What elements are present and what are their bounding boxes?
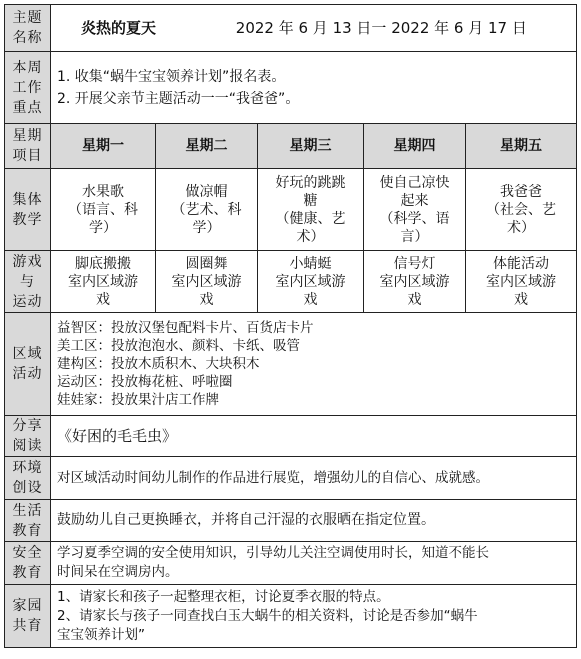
focus-row	[5, 52, 577, 124]
reading-content: 《好困的毛毛虫》	[51, 416, 577, 457]
games-label: 游戏 与 运动	[5, 251, 51, 313]
area-item: 运动区：投放梅花桩、呼啦圈	[57, 374, 233, 390]
safety-row	[5, 542, 577, 585]
home-school-content: 1、请家长和孩子一起整理衣柜，讨论夏季衣服的特点。 2、请家长与孩子一同查找白玉大蜗牛的相关资料，讨论是否参加“蜗牛 宝宝领养计划”	[51, 585, 577, 648]
weekly-plan-table	[4, 4, 577, 648]
theme-name: 炎热的夏天	[81, 19, 157, 37]
weekday-label: 星期 项目	[5, 124, 51, 169]
games-cell-mon: 脚底搬搬 室内区域游 戏	[51, 251, 156, 313]
games-row	[5, 251, 577, 313]
focus-label: 本周 工作 重点	[5, 52, 51, 124]
reading-row	[5, 416, 577, 457]
weekday-row	[5, 124, 577, 169]
life-label: 生活 教育	[5, 500, 51, 542]
theme-label: 主题 名称	[5, 5, 51, 52]
life-content: 鼓励幼儿自己更换睡衣，并将自己汗湿的衣服晒在指定位置。	[51, 500, 577, 542]
safety-content: 学习夏季空调的安全使用知识，引导幼儿关注空调使用时长，知道不能长 时间呆在空调房内。	[51, 542, 577, 585]
date-range: 2022 年 6 月 13 日一 2022 年 6 月 17 日	[235, 19, 527, 37]
games-cell-fri: 体能活动 室内区域游 戏	[466, 251, 577, 313]
day-monday: 星期一	[51, 124, 156, 169]
theme-cell	[51, 5, 577, 52]
teaching-cell-tue: 做凉帽 （艺术、科 学）	[156, 169, 258, 251]
group-teaching-row	[5, 169, 577, 251]
environment-label: 环境 创设	[5, 457, 51, 500]
area-content	[51, 313, 577, 416]
area-item: 美工区：投放泡泡水、颜料、卡纸、吸管	[57, 338, 300, 354]
teaching-cell-thu: 使自己凉快 起来 （科学、语 言）	[364, 169, 466, 251]
teaching-cell-mon: 水果歌 （语言、科 学）	[51, 169, 156, 251]
focus-content	[51, 52, 577, 124]
day-wednesday: 星期三	[258, 124, 364, 169]
home-school-row	[5, 585, 577, 648]
area-row	[5, 313, 577, 416]
environment-content: 对区域活动时间幼儿制作的作品进行展览，增强幼儿的自信心、成就感。	[51, 457, 577, 500]
teaching-cell-fri: 我爸爸 （社会、艺 术）	[466, 169, 577, 251]
area-item: 建构区：投放木质积木、大块积木	[57, 356, 260, 372]
safety-label: 安全 教育	[5, 542, 51, 585]
games-cell-thu: 信号灯 室内区域游 戏	[364, 251, 466, 313]
focus-item: 1. 收集“蜗牛宝宝领养计划”报名表。	[57, 68, 286, 85]
games-cell-tue: 圆圈舞 室内区域游 戏	[156, 251, 258, 313]
day-friday: 星期五	[466, 124, 577, 169]
life-row	[5, 500, 577, 542]
home-school-label: 家园 共育	[5, 585, 51, 648]
environment-row	[5, 457, 577, 500]
games-cell-wed: 小蜻蜓 室内区域游 戏	[258, 251, 364, 313]
area-item: 娃娃家：投放果汁店工作牌	[57, 392, 219, 408]
day-tuesday: 星期二	[156, 124, 258, 169]
theme-row	[5, 5, 577, 52]
group-teaching-label: 集体 教学	[5, 169, 51, 251]
teaching-cell-wed: 好玩的跳跳 糖 （健康、艺 术）	[258, 169, 364, 251]
day-thursday: 星期四	[364, 124, 466, 169]
area-item: 益智区：投放汉堡包配料卡片、百货店卡片	[57, 320, 314, 336]
focus-item: 2. 开展父亲节主题活动一一“我爸爸”。	[57, 90, 300, 107]
reading-label: 分享 阅读	[5, 416, 51, 457]
area-label: 区域 活动	[5, 313, 51, 416]
